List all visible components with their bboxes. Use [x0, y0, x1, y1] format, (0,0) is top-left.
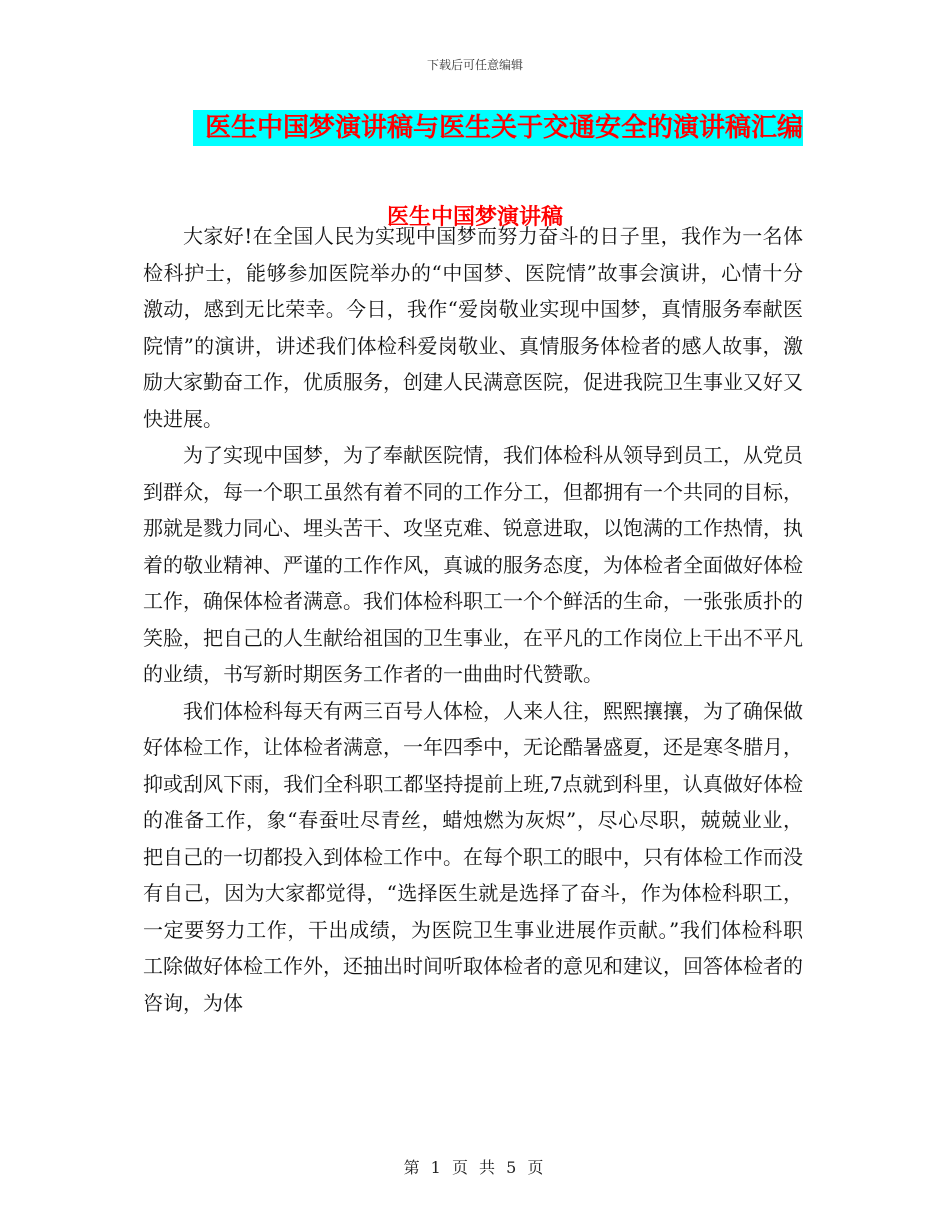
body-paragraphs — [143, 218, 803, 1021]
paragraph-3: 我们体检科每天有两三百号人体检，人来人往，熙熙攘攘，为了确保做好体检工作，让体检者满意，一年四季中，无论酷暑盛夏，还是寒冬腊月，抑或刮风下雨，我们全科职工都坚持提前上班,7点就到科里，认真做好体检的准备工作，象“春蚕吐尽青丝，蜡烛燃为灰烬”，尽心尽职，兢兢业业，把自己的一切都投入到体检工作中。在每个职工的眼中，只有体检工作而没有自己，因为大家都觉得，“选择医生就是选择了奋斗，作为体检科职工，一定要努力工作，干出成绩，为医院卫生事业进展作贡献。”我们体检科职工除做好体检工作外，还抽出时间听取体检者的意见和建议，回答体检者的咨询，为体 — [143, 698, 803, 1015]
page-footer: 第 1 页 共 5 页 — [403, 1158, 547, 1177]
document-title: 医生中国梦演讲稿与医生关于交通安全的演讲稿汇编 — [193, 110, 803, 146]
section-title: 医生中国梦演讲稿 — [386, 205, 563, 230]
paragraph-1: 大家好!在全国人民为实现中国梦而努力奋斗的日子里，我作为一名体检科护士，能够参加医院举办的“中国梦、医院情”故事会演讲，心情十分激动，感到无比荣幸。今日，我作“爱岗敬业实现中国梦，真情服务奉献医院情”的演讲，讲述我们体检科爱岗敬业、真情服务体检者的感人故事，激励大家勤奋工作，优质服务，创建人民满意医院，促进我院卫生事业又好又快进展。 — [143, 224, 803, 431]
paragraph-2: 为了实现中国梦，为了奉献医院情，我们体检科从领导到员工，从党员到群众，每一个职工虽然有着不同的工作分工，但都拥有一个共同的目标，那就是戮力同心、埋头苦干、攻坚克难、锐意进取，以饱满的工作热情，执着的敬业精神、严谨的工作作风，真诚的服务态度，为体检者全面做好体检工作，确保体检者满意。我们体检科职工一个个鲜活的生命，一张张质扑的笑脸，把自己的人生献给祖国的卫生事业，在平凡的工作岗位上干出不平凡的业绩，书写新时期医务工作者的一曲曲时代赞歌。 — [143, 443, 803, 686]
page-header-note: 下载后可任意编辑 — [426, 58, 523, 72]
